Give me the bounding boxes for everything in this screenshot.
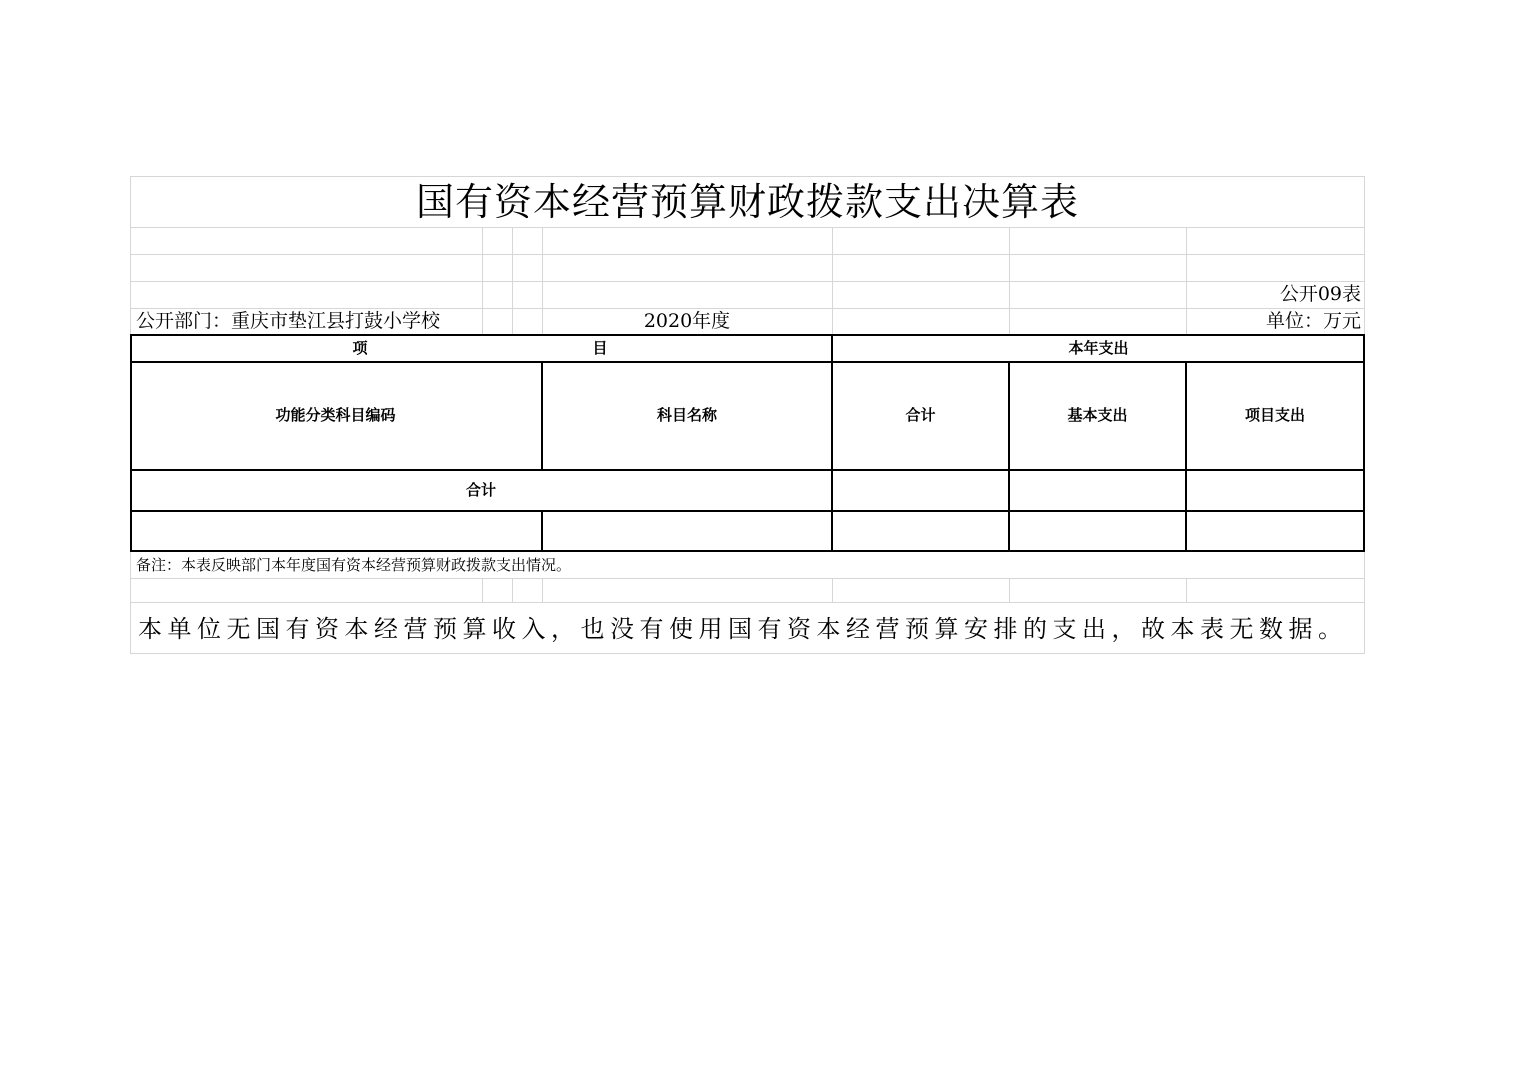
header-basic-expense: 基本支出 xyxy=(1067,406,1128,424)
budget-sheet xyxy=(130,176,1365,654)
remark: 备注：本表反映部门本年度国有资本经营预算财政拨款支出情况。 xyxy=(136,556,572,574)
department-label: 公开部门：重庆市垫江县打鼓小学校 xyxy=(136,310,441,332)
header-total: 合计 xyxy=(905,406,936,424)
form-number: 公开09表 xyxy=(1279,283,1361,305)
gridline xyxy=(832,227,833,335)
gridline xyxy=(130,653,1365,654)
table-border xyxy=(541,510,543,552)
header-item-right: 目 xyxy=(592,339,608,357)
unit-label: 单位：万元 xyxy=(1265,310,1361,332)
table-border xyxy=(1363,334,1365,552)
table-border xyxy=(130,510,1365,512)
gridline xyxy=(130,176,1365,177)
header-project-expense: 项目支出 xyxy=(1244,406,1305,424)
total-row-label: 合计 xyxy=(465,481,496,499)
table-border xyxy=(1185,361,1187,552)
table-border xyxy=(831,334,833,552)
header-subject-name: 科目名称 xyxy=(656,406,717,424)
gridline xyxy=(482,227,483,335)
gridline xyxy=(512,578,513,602)
header-current-year-expense: 本年支出 xyxy=(1068,339,1129,357)
gridline xyxy=(1186,578,1187,602)
table-border xyxy=(130,469,1365,471)
gridline xyxy=(482,578,483,602)
gridline xyxy=(130,602,1365,603)
table-border xyxy=(130,550,1365,552)
table-border xyxy=(130,361,1365,363)
gridline xyxy=(130,254,1365,255)
gridline xyxy=(1186,227,1187,335)
table-border xyxy=(130,334,132,552)
gridline xyxy=(130,227,1365,228)
header-item-left: 项 xyxy=(352,339,368,357)
header-function-code: 功能分类科目编码 xyxy=(275,406,396,424)
gridline xyxy=(1009,227,1010,335)
gridline xyxy=(130,281,1365,282)
fiscal-year: 2020年度 xyxy=(643,310,731,332)
table-border xyxy=(1008,361,1010,552)
gridline xyxy=(512,227,513,335)
gridline xyxy=(130,308,1365,309)
table-border xyxy=(130,334,1365,336)
gridline xyxy=(1009,578,1010,602)
gridline xyxy=(832,578,833,602)
gridline xyxy=(542,578,543,602)
page-title: 国有资本经营预算财政拨款支出决算表 xyxy=(415,180,1079,224)
gridline xyxy=(130,578,1365,579)
no-data-statement: 本单位无国有资本经营预算收入，也没有使用国有资本经营预算安排的支出，故本表无数据。 xyxy=(138,615,1348,643)
